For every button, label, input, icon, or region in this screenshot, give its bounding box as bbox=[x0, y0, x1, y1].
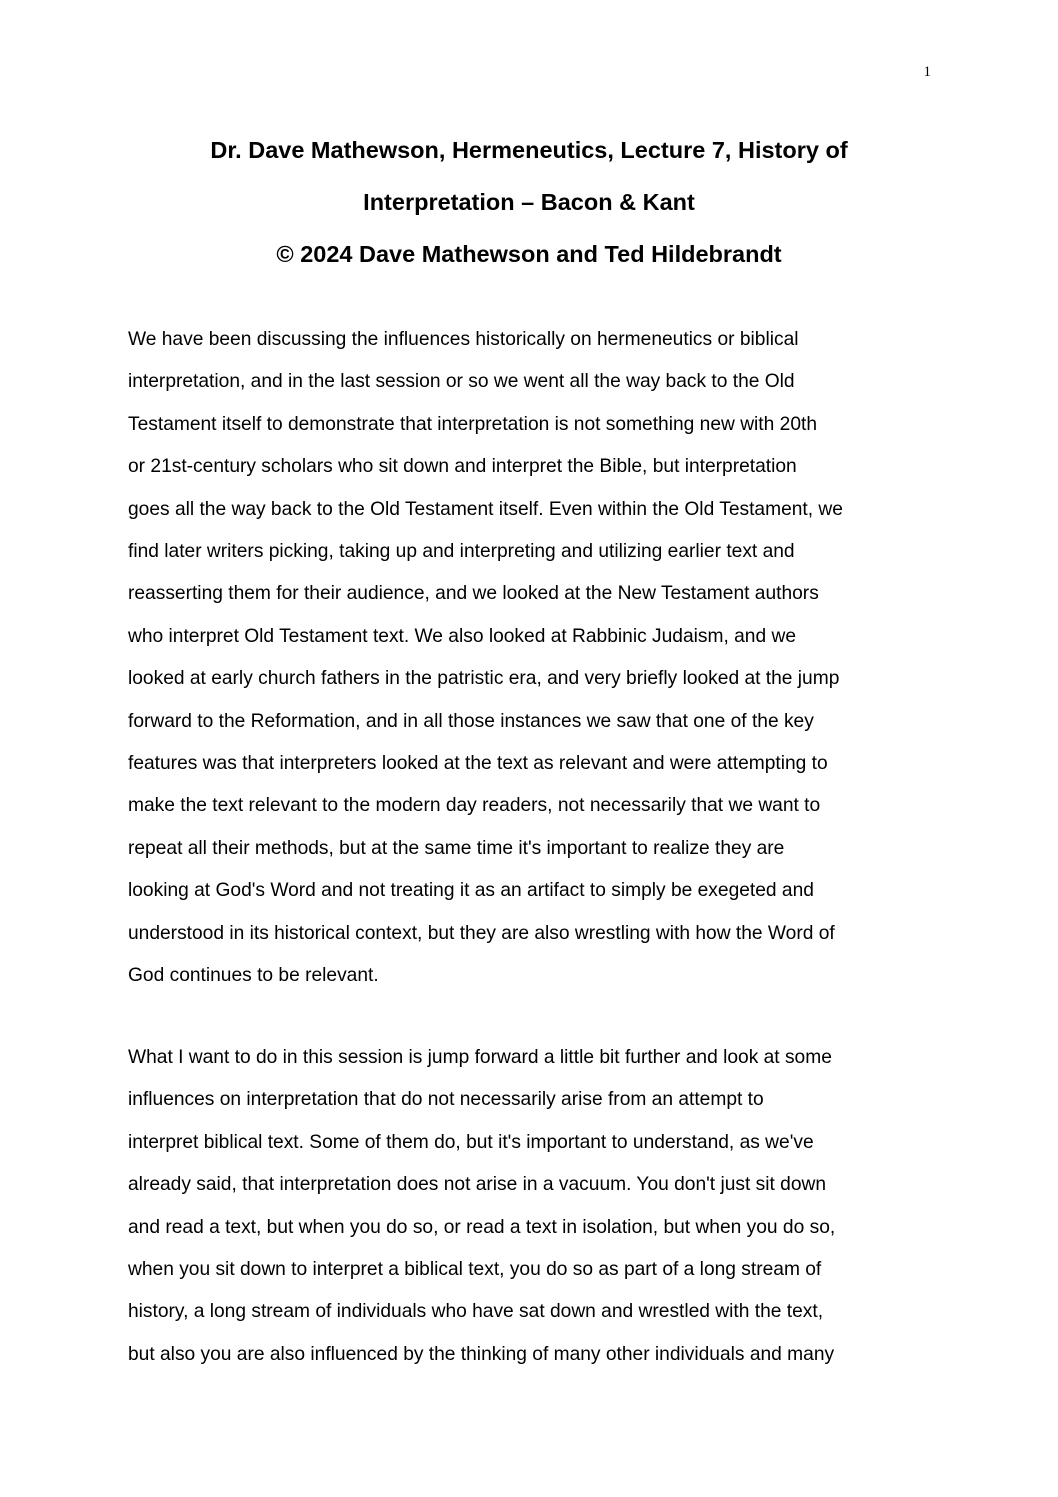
text-line: interpretation, and in the last session or so we went all the way back to the Old bbox=[128, 371, 795, 393]
text-line: influences on interpretation that do not necessarily arise from an attempt to bbox=[128, 1089, 764, 1111]
text-line: who interpret Old Testament text. We also looked at Rabbinic Judaism, and we bbox=[128, 625, 797, 647]
title-line: Interpretation – Bacon & Kant bbox=[363, 189, 695, 215]
text-line: goes all the way back to the Old Testament itself. Even within the Old Testament, we bbox=[128, 498, 843, 520]
title-line: Dr. Dave Mathewson, Hermeneutics, Lecture 7, History of bbox=[210, 137, 848, 163]
text-line: history, a long stream of individuals who have sat down and wrestled with the text, bbox=[128, 1301, 824, 1323]
text-line: find later writers picking, taking up and interpreting and utilizing earlier text and bbox=[128, 541, 795, 563]
text-line: features was that interpreters looked at the text as relevant and were attempting to bbox=[128, 753, 828, 775]
text-line: make the text relevant to the modern day readers, not necessarily that we want to bbox=[128, 795, 821, 817]
paragraph-1 bbox=[128, 319, 932, 998]
text-line: reasserting them for their audience, and we looked at the New Testament authors bbox=[128, 583, 819, 605]
text-line: and read a text, but when you do so, or read a text in isolation, but when you do so, bbox=[128, 1216, 836, 1238]
text-line: but also you are also influenced by the thinking of many other individuals and many bbox=[128, 1343, 835, 1365]
title-line: © 2024 Dave Mathewson and Ted Hildebrandt bbox=[276, 241, 782, 267]
text-line: repeat all their methods, but at the same time it's important to realize they are bbox=[128, 837, 785, 859]
text-line: interpret biblical text. Some of them do, but it's important to understand, as we've bbox=[128, 1131, 814, 1153]
page-number: 1 bbox=[923, 64, 931, 80]
text-line: We have been discussing the influences historically on hermeneutics or biblical bbox=[128, 329, 799, 350]
document-title bbox=[128, 124, 930, 280]
text-line: looked at early church fathers in the patristic era, and very briefly looked at the jump bbox=[128, 668, 840, 690]
text-line: when you sit down to interpret a biblical text, you do so as part of a long stream of bbox=[128, 1259, 822, 1281]
text-line: God continues to be relevant. bbox=[128, 965, 379, 987]
text-line: or 21st-century scholars who sit down and interpret the Bible, but interpretation bbox=[128, 456, 797, 478]
text-line: already said, that interpretation does not arise in a vacuum. You don't just sit down bbox=[128, 1174, 827, 1196]
text-line: What I want to do in this session is jump forward a little bit further and look at some bbox=[128, 1047, 832, 1068]
text-line: looking at God's Word and not treating it as an artifact to simply be exegeted and bbox=[128, 880, 814, 902]
text-line: understood in its historical context, but they are also wrestling with how the Word of bbox=[128, 922, 835, 944]
text-line: forward to the Reformation, and in all those instances we saw that one of the key bbox=[128, 710, 814, 732]
paragraph-2 bbox=[128, 1037, 932, 1376]
text-line: Testament itself to demonstrate that interpretation is not something new with 20th bbox=[128, 413, 817, 435]
